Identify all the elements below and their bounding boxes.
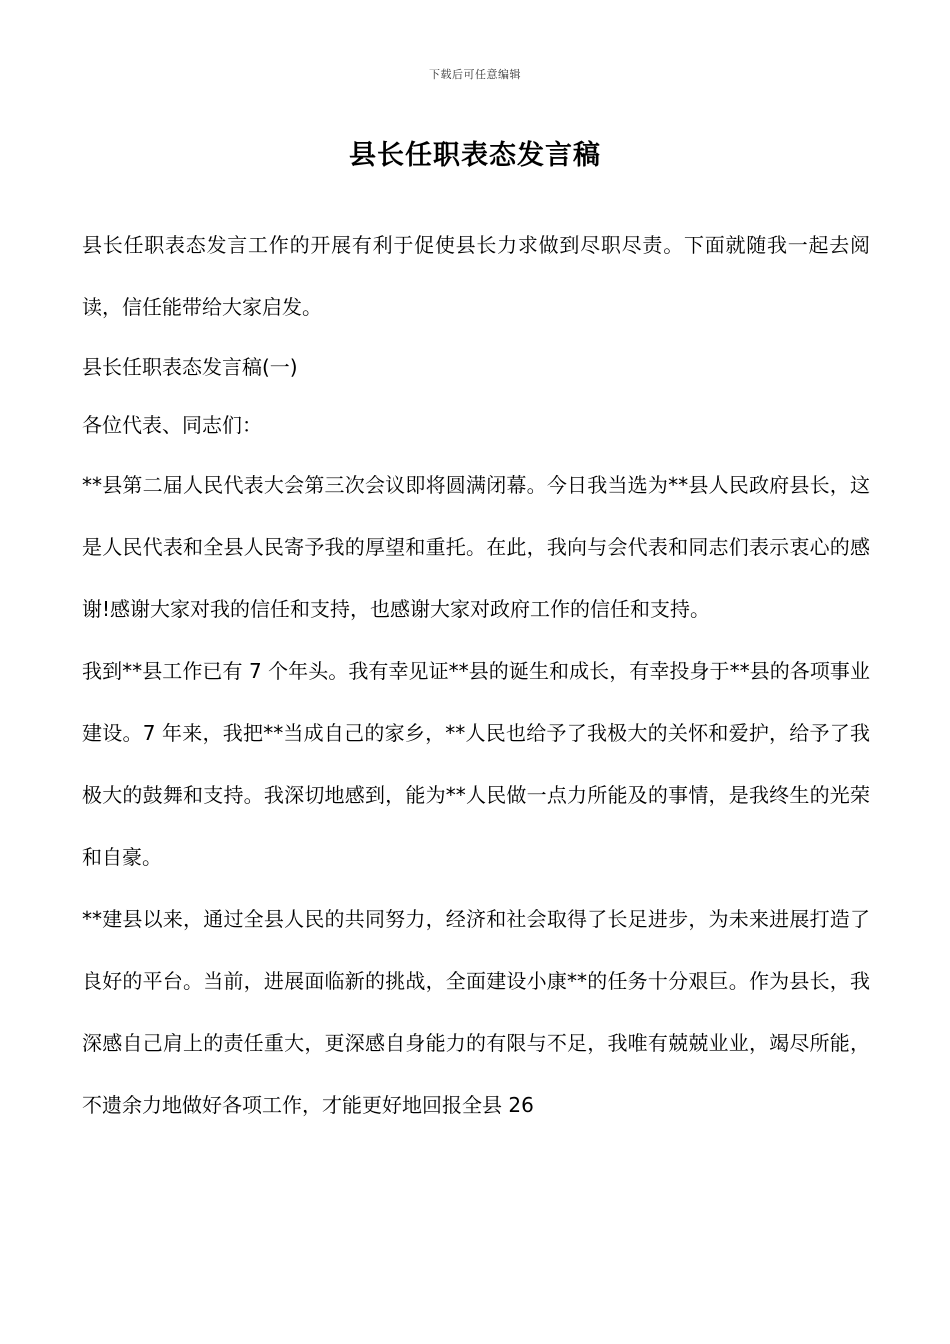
header-note: 下载后可任意编辑: [429, 68, 521, 81]
paragraph-body-1: **县第二届人民代表大会第三次会议即将圆满闭幕。今日我当选为**县人民政府县长，这是人民代表和全县人民寄予我的厚望和重托。在此，我向与会代表和同志们表示衷心的感谢!感谢大家对我的信任和支持，也感谢大家对政府工作的信任和支持。: [82, 473, 870, 621]
paragraph-intro: 县长任职表态发言工作的开展有利于促使县长力求做到尽职尽责。下面就随我一起去阅读，信任能带给大家启发。: [82, 233, 870, 319]
paragraph-body-2: 我到**县工作已有 7 个年头。我有幸见证**县的诞生和成长，有幸投身于**县的各项事业建设。7 年来，我把**当成自己的家乡，**人民也给予了我极大的关怀和爱护，给予了我极大的鼓舞和支持。我深切地感到，能为**人民做一点力所能及的事情，是我终生的光荣和自豪。: [82, 659, 870, 869]
paragraph-section-heading: 县长任职表态发言稿(一): [82, 355, 298, 379]
document-body: [82, 214, 870, 1136]
paragraph-salutation: 各位代表、同志们：: [82, 413, 262, 437]
paragraph-body-3: **建县以来，通过全县人民的共同努力，经济和社会取得了长足进步，为未来进展打造了良好的平台。当前，进展面临新的挑战，全面建设小康**的任务十分艰巨。作为县长，我深感自己肩上的责任重大，更深感自身能力的有限与不足，我唯有兢兢业业，竭尽所能，不遗余力地做好各项工作，才能更好地回报全县 26: [82, 907, 870, 1117]
document-title: 县长任职表态发言稿: [349, 140, 601, 171]
